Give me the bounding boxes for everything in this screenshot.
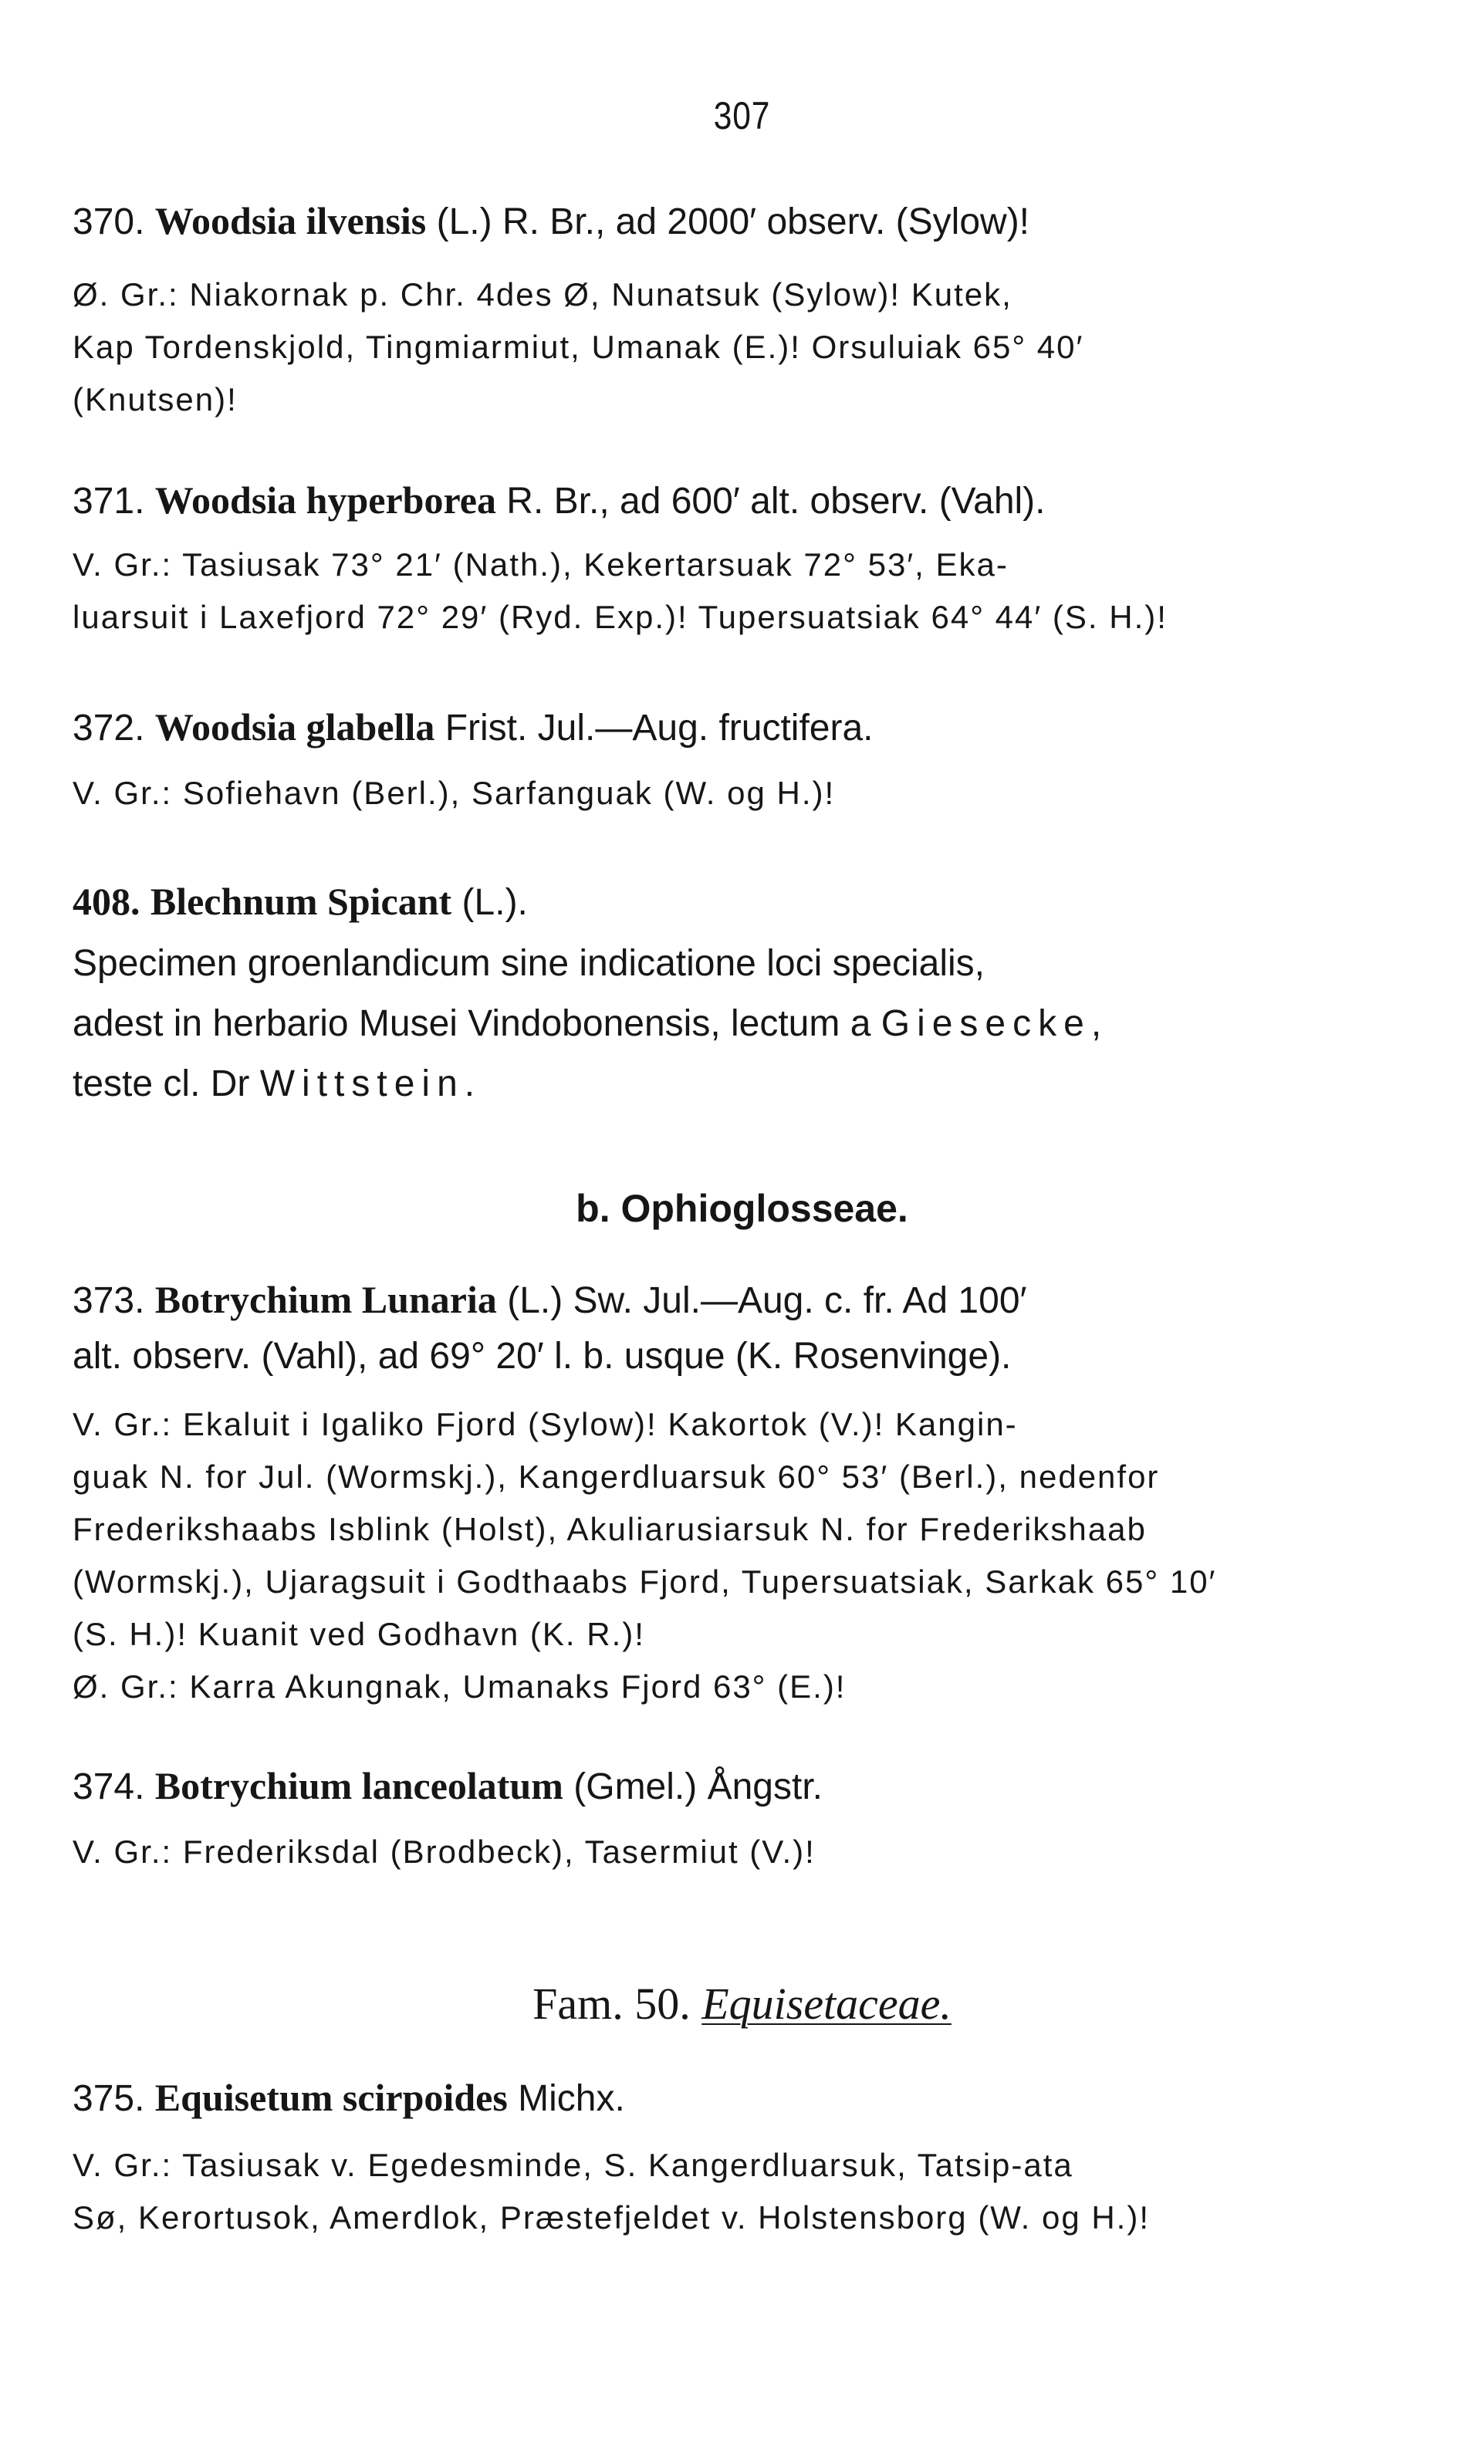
locality-line: V. Gr.: Frederiksdal (Brodbeck), Tasermiut (V.)! xyxy=(73,1834,816,1870)
entry-authority: R. Br., ad 600′ alt. observ. (Vahl). xyxy=(506,481,1046,522)
entry-373-heading xyxy=(73,1272,1276,1384)
text-line: adest in herbario Musei Vindobonensis, lectum a xyxy=(73,1003,871,1044)
locality-line: V. Gr.: Tasiusak v. Egedesminde, S. Kangerdluarsuk, Tatsip-ata xyxy=(73,2147,1073,2183)
authority-name: Wittstein. xyxy=(259,1063,482,1104)
species-name: Botrychium Lunaria xyxy=(154,1278,497,1321)
entry-number: 371. xyxy=(73,481,145,522)
locality-line: V. Gr.: Sofiehavn (Berl.), Sarfanguak (W. og H.)! xyxy=(73,775,836,811)
entry-authority: (Gmel.) Ångstr. xyxy=(573,1766,823,1807)
entry-number: 375. xyxy=(73,2078,145,2119)
entry-372-localities xyxy=(73,767,1276,820)
entry-authority: (L.) R. Br., ad 2000′ observ. (Sylow)! xyxy=(436,201,1030,242)
text-line: Specimen groenlandicum sine indicatione loci specialis, xyxy=(73,943,985,984)
species-name: Woodsia hyperborea xyxy=(154,478,496,522)
entry-374-localities xyxy=(73,1826,1276,1878)
locality-line: guak N. for Jul. (Wormskj.), Kangerdluarsuk 60° 53′ (Berl.), nedenfor xyxy=(73,1458,1160,1495)
entry-370-heading xyxy=(73,194,1276,248)
entry-number: 372. xyxy=(73,708,145,749)
entry-371-localities xyxy=(73,539,1276,644)
entry-371-heading xyxy=(73,474,1276,528)
entry-373-localities xyxy=(73,1398,1276,1713)
entry-408-heading xyxy=(73,875,1276,929)
entry-number: 373. xyxy=(73,1280,145,1321)
locality-line: Frederikshaabs Isblink (Holst), Akuliarusiarsuk N. for Frederikshaab xyxy=(73,1511,1147,1547)
entry-continuation: alt. observ. (Vahl), ad 69° 20′ l. b. usque (K. Rosenvinge). xyxy=(73,1336,1012,1377)
species-name: Woodsia ilvensis xyxy=(154,199,427,242)
locality-line: Sø, Kerortusok, Amerdlok, Præstefjeldet v. Holstensborg (W. og H.)! xyxy=(73,2199,1151,2236)
species-name: Woodsia glabella xyxy=(154,705,435,749)
locality-line: (S. H.)! Kuanit ved Godhavn (K. R.)! xyxy=(73,1616,645,1652)
locality-line: V. Gr.: Ekaluit i Igaliko Fjord (Sylow)! Kakortok (V.)! Kangin- xyxy=(73,1406,1018,1442)
text-line: teste cl. Dr xyxy=(73,1063,250,1104)
entry-authority: (L.) Sw. Jul.—Aug. c. fr. Ad 100′ xyxy=(507,1280,1027,1321)
entry-authority: Frist. Jul.—Aug. fructifera. xyxy=(445,708,874,749)
family-heading xyxy=(0,1977,1484,2031)
collector-name: Giesecke, xyxy=(881,1003,1109,1044)
locality-line: V. Gr.: Tasiusak 73° 21′ (Nath.), Kekertarsuak 72° 53′, Eka- xyxy=(73,546,1009,583)
entry-375-heading xyxy=(73,2071,1276,2125)
locality-line: (Knutsen)! xyxy=(73,381,238,417)
locality-line: (Wormskj.), Ujaragsuit i Godthaabs Fjord, Tupersuatsiak, Sarkak 65° 10′ xyxy=(73,1563,1217,1600)
locality-line: Ø. Gr.: Niakornak p. Chr. 4des Ø, Nunatsuk (Sylow)! Kutek, xyxy=(73,276,1012,313)
locality-line: luarsuit i Laxefjord 72° 29′ (Ryd. Exp.)! Tupersuatsiak 64° 44′ (S. H.)! xyxy=(73,599,1168,635)
entry-number: 370. xyxy=(73,201,145,242)
section-heading: b. Ophioglosseae. xyxy=(576,1187,908,1230)
family-number: Fam. 50. xyxy=(532,1979,691,2029)
locality-line: Ø. Gr.: Karra Akungnak, Umanaks Fjord 63° (E.)! xyxy=(73,1668,847,1705)
entry-375-localities xyxy=(73,2139,1276,2244)
species-name: Botrychium lanceolatum xyxy=(154,1764,563,1807)
entry-372-heading xyxy=(73,701,1276,755)
species-name: Equisetum scirpoides xyxy=(154,2076,508,2119)
page-number: 307 xyxy=(713,94,771,137)
entry-370-localities xyxy=(73,269,1276,426)
family-name: Equisetaceae. xyxy=(701,1979,952,2029)
entry-authority: Michx. xyxy=(518,2078,625,2119)
entry-374-heading xyxy=(73,1759,1276,1813)
entry-authority: (L.). xyxy=(461,882,528,923)
entry-number: 374. xyxy=(73,1766,145,1807)
entry-408-text xyxy=(73,934,1276,1114)
locality-line: Kap Tordenskjold, Tingmiarmiut, Umanak (E.)! Orsuluiak 65° 40′ xyxy=(73,329,1084,365)
entry-number: 408. xyxy=(73,880,140,923)
species-name: Blechnum Spicant xyxy=(150,880,452,923)
